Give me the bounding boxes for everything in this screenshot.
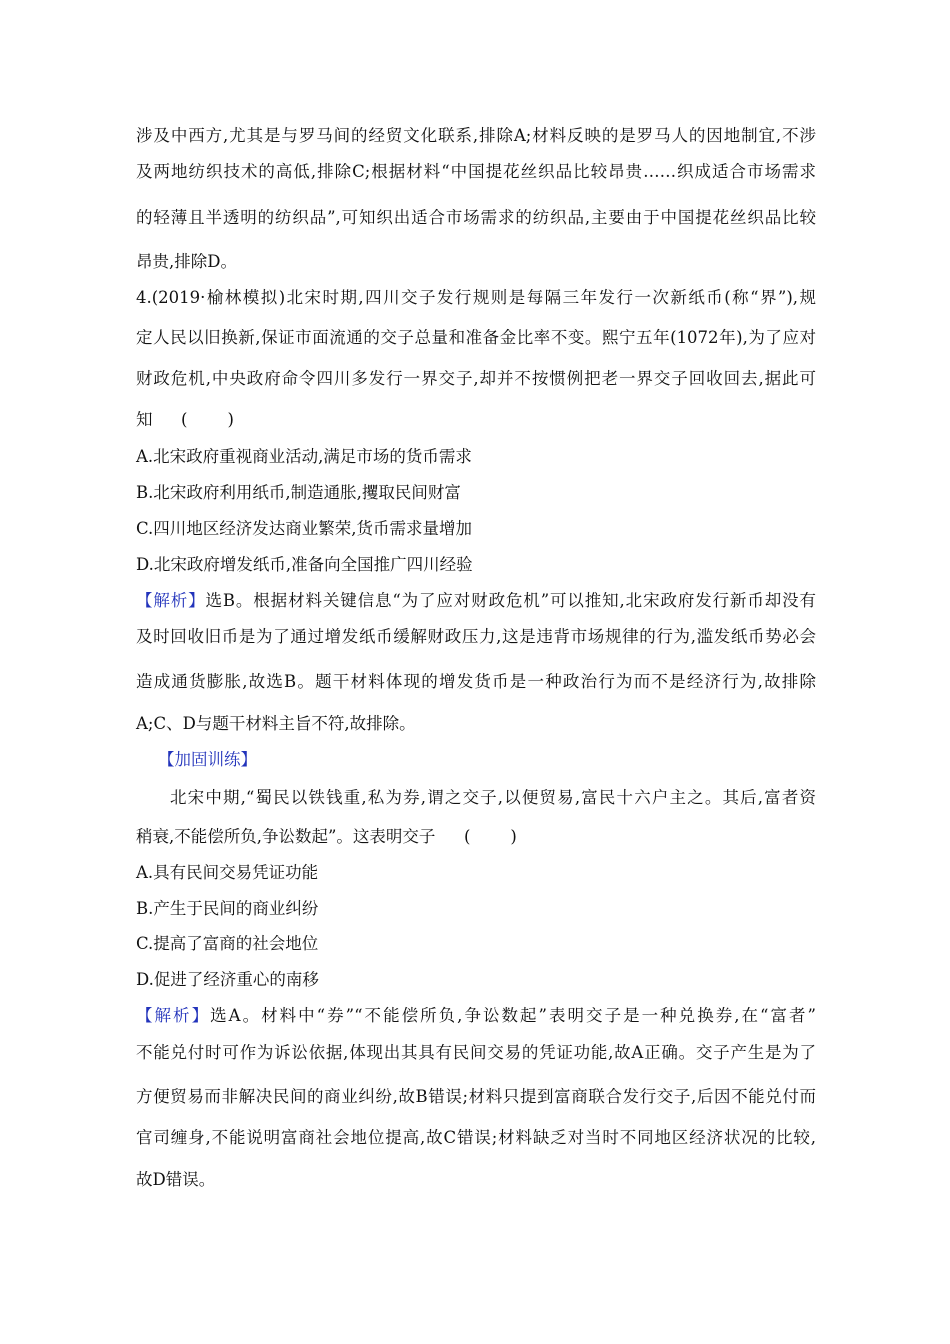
answer-paren-open: ( (463, 827, 471, 846)
option-a: A.北宋政府重视商业活动,满足市场的货币需求 (136, 447, 472, 466)
question-stem: 北宋中期,“蜀民以铁钱重,私为券,谓之交子,以便贸易,富民十六户主之。其后,富者资 (170, 788, 816, 807)
analysis-text: 选A。材料中“券”“不能偿所负,争讼数起”表明交子是一种兑换券,在“富者” (210, 1006, 816, 1025)
option-a: A.具有民间交易凭证功能 (136, 863, 319, 882)
answer-paren-open: ( (181, 410, 188, 429)
stem-text: 稍衰,不能偿所负,争讼数起”。这表明交子 (136, 827, 436, 846)
analysis-line (136, 1006, 816, 1026)
question-stem: 4.(2019·榆林模拟)北宋时期,四川交子发行规则是每隔三年发行一次新纸币(称“界”),规 (136, 288, 816, 307)
analysis-line: 不能兑付时可作为诉讼依据,体现出其具有民间交易的凭证功能,故A正确。交子产生是为了 (136, 1043, 816, 1062)
analysis-line: A;C、D与题干材料主旨不符,故排除。 (136, 714, 416, 733)
question-stem-end (136, 827, 816, 847)
analysis-tag: 【解析】 (136, 591, 206, 610)
analysis-line: 故D错误。 (136, 1170, 216, 1189)
analysis-line: 及时回收旧币是为了通过增发纸币缓解财政压力,这是违背市场规律的行为,滥发纸币势必会 (136, 627, 816, 646)
text-line: 昂贵,排除D。 (136, 252, 237, 271)
option-b: B.北宋政府利用纸币,制造通胀,攫取民间财富 (136, 483, 461, 502)
text-line: 涉及中西方,尤其是与罗马间的经贸文化联系,排除A;材料反映的是罗马人的因地制宜,不涉 (136, 126, 816, 145)
text-line: 及两地纺织技术的高低,排除C;根据材料“中国提花丝织品比较昂贵……织成适合市场需求 (136, 162, 816, 181)
stem-text: 知 (136, 410, 153, 429)
question-stem-end (136, 410, 816, 430)
answer-paren-close: ) (510, 827, 517, 846)
analysis-line: 方便贸易而非解决民间的商业纠纷,故B错误;材料只提到富商联合发行交子,后因不能兑付而 (136, 1087, 816, 1106)
option-c: C.四川地区经济发达商业繁荣,货币需求量增加 (136, 519, 473, 538)
analysis-line: 官司缠身,不能说明富商社会地位提高,故C错误;材料缺乏对当时不同地区经济状况的比较, (136, 1128, 816, 1147)
analysis-text: 选B。根据材料关键信息“为了应对财政危机”可以推知,北宋政府发行新币却没有 (205, 591, 816, 610)
analysis-line (136, 591, 816, 611)
question-stem: 定人民以旧换新,保证市面流通的交子总量和准备金比率不变。熙宁五年(1072年),为了应对 (136, 328, 816, 347)
analysis-line: 造成通货膨胀,故选B。题干材料体现的增发货币是一种政治行为而不是经济行为,故排除 (136, 672, 816, 691)
option-c: C.提高了富商的社会地位 (136, 934, 319, 953)
question-stem: 财政危机,中央政府命令四川多发行一界交子,却并不按惯例把老一界交子回收回去,据此可 (136, 369, 816, 388)
analysis-tag: 【解析】 (136, 1006, 211, 1025)
text-line: 的轻薄且半透明的纺织品”,可知织出适合市场需求的纺织品,主要由于中国提花丝织品比较 (136, 208, 816, 227)
answer-paren-close: ) (227, 410, 234, 429)
option-d: D.北宋政府增发纸币,准备向全国推广四川经验 (136, 555, 473, 574)
option-d: D.促进了经济重心的南移 (136, 970, 319, 989)
reinforce-tag: 【加固训练】 (158, 750, 257, 769)
option-b: B.产生于民间的商业纠纷 (136, 899, 319, 918)
